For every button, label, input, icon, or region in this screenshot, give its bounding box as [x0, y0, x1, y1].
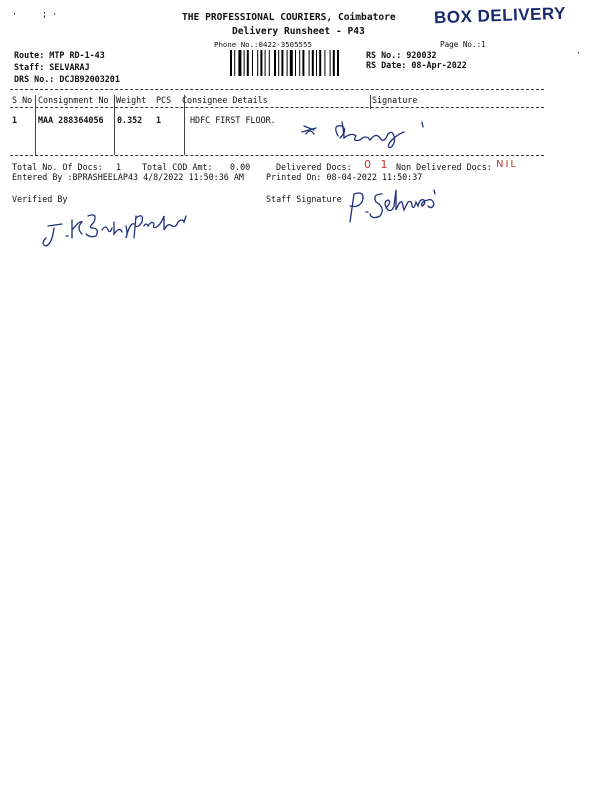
barcode-bar [260, 50, 262, 76]
rs-date: RS Date: 08-Apr-2022 [366, 60, 467, 70]
barcode-bar [316, 50, 317, 76]
rs-number: RS No.: 920032 [366, 50, 437, 60]
total-docs-value: 1 [116, 162, 122, 172]
barcode-bar [281, 50, 283, 76]
barcode-bar [299, 50, 300, 76]
barcode-bar [290, 50, 293, 76]
staff-signature [340, 186, 450, 230]
barcode-bar [330, 50, 331, 76]
col-divider [370, 95, 371, 109]
total-cod-label: Total COD Amt: [142, 162, 213, 172]
barcode-bar [247, 50, 249, 76]
staff-signature-label: Staff Signature [266, 194, 342, 204]
barcode-bar [309, 50, 310, 76]
phone-number: Phone No.:0422-3505555 [214, 40, 312, 49]
box-delivery-stamp: BOX DELIVERY [433, 3, 567, 28]
staff-label: Staff: SELVARAJ [14, 62, 90, 72]
barcode-bar [238, 50, 241, 76]
barcode-bar [287, 50, 288, 76]
total-cod-value: 0.00 [230, 162, 251, 172]
table-bottom-rule [10, 155, 544, 156]
barcode-bar [295, 50, 296, 76]
barcode-bar [302, 50, 304, 76]
row-weight: 0.352 [117, 115, 143, 125]
page-number: Page No.:1 [440, 40, 486, 49]
barcode-bar [274, 50, 276, 76]
col-header-signature: Signature [372, 95, 418, 105]
barcode-bar [230, 50, 232, 76]
entered-by: Entered By :BPRASHEELAP43 4/8/2022 11:50:36 AM [12, 172, 244, 182]
barcode-bar [319, 50, 321, 76]
col-divider [35, 95, 36, 155]
barcode-bar [265, 50, 266, 76]
non-delivered-label: Non Delivered Docs: [396, 162, 492, 172]
total-docs-label: Total No. Of Docs: [12, 162, 103, 172]
route-label: Route: MTP RD-1-43 [14, 50, 105, 60]
barcode-bar [269, 50, 270, 76]
printed-on: Printed On: 08-04-2022 11:50:37 [266, 172, 423, 182]
col-divider [114, 95, 115, 155]
consignee-signature [296, 118, 436, 148]
row-consignment: MAA 288364056 [38, 115, 104, 125]
col-header-pcs: PCS [156, 95, 172, 105]
non-delivered-value: NIL [496, 159, 519, 170]
drs-number: DRS No.: DCJB92003201 [14, 74, 120, 84]
barcode-bar [252, 50, 253, 76]
scan-speck: ; · [42, 9, 58, 19]
table-header-rule [10, 107, 544, 108]
table-top-rule [10, 89, 544, 90]
barcode-bar [324, 50, 325, 76]
barcode-bar [234, 50, 235, 76]
barcode [230, 50, 360, 76]
delivered-docs-value: 0 1 [364, 158, 391, 171]
verifier-signature [40, 196, 210, 256]
barcode-bar [333, 50, 335, 76]
delivered-docs-label: Delivered Docs: [276, 162, 352, 172]
barcode-bar [312, 50, 314, 76]
col-header-consignee: Consignee Details [182, 95, 268, 105]
row-consignee-details: HDFC FIRST FLOOR. [190, 115, 276, 125]
verified-by-label: Verified By [12, 194, 68, 204]
col-header-consignment: Consignment No [38, 95, 109, 105]
barcode-bar [244, 50, 245, 76]
barcode-bar [278, 50, 279, 76]
row-sno: 1 [12, 115, 18, 125]
scan-speck: · [576, 48, 582, 58]
col-header-weight: Weight [116, 95, 147, 105]
barcode-bar [257, 50, 258, 76]
col-header-sno: S No [12, 95, 33, 105]
barcode-bar [337, 50, 339, 76]
col-divider [184, 95, 185, 155]
scan-speck: · [12, 9, 18, 19]
company-name: THE PROFESSIONAL COURIERS, Coimbatore [182, 12, 396, 23]
runsheet-title: Delivery Runsheet - P43 [232, 26, 365, 37]
row-pcs: 1 [156, 115, 162, 125]
